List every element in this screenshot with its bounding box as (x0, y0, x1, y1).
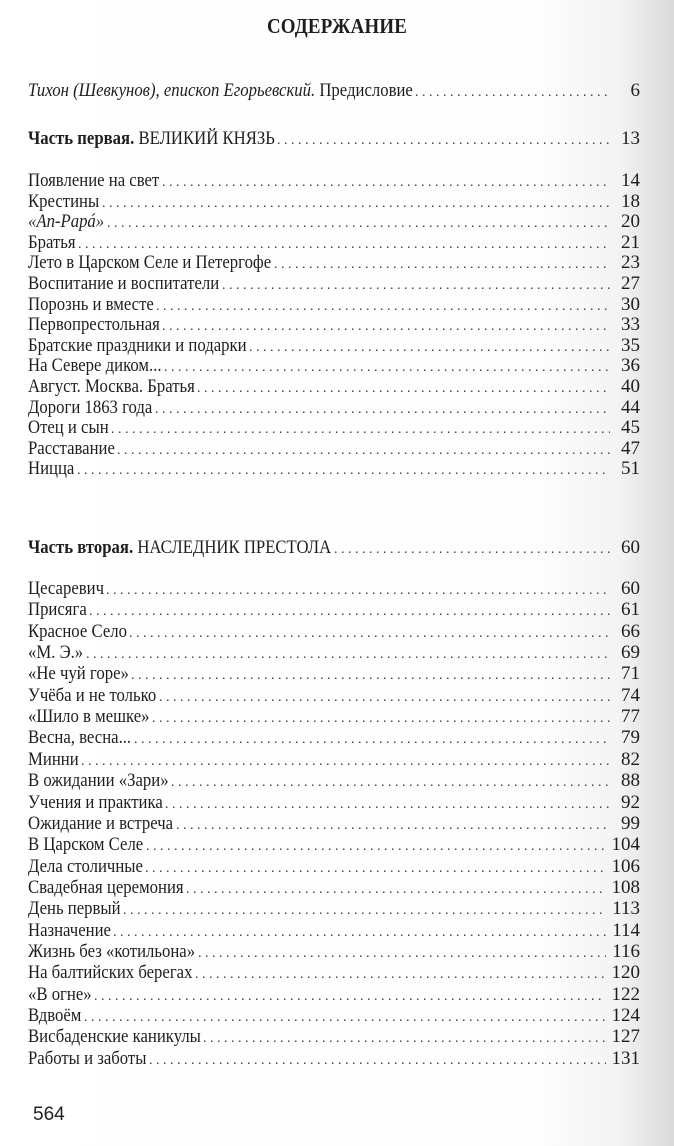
chapter-title-text: Назначение (28, 919, 111, 941)
chapter-title (28, 898, 121, 920)
chapter-title-text: Расставание (28, 437, 115, 459)
toc-chapter-row[interactable] (28, 376, 640, 398)
chapter-title-text: Работы и заботы (28, 1047, 147, 1069)
toc-chapter-row[interactable] (28, 211, 640, 233)
chapter-title (28, 663, 129, 685)
chapter-page: 69 (621, 642, 640, 664)
chapter-page: 71 (621, 663, 640, 685)
chapter-title (28, 685, 157, 707)
chapter-page: 124 (611, 1005, 640, 1026)
chapter-title (28, 599, 87, 621)
chapter-title (28, 792, 163, 814)
chapter-title (28, 578, 104, 600)
toc-chapter-row[interactable] (28, 599, 640, 621)
toc-chapter-row[interactable] (28, 685, 640, 707)
chapter-title (28, 417, 109, 439)
chapter-title (28, 642, 84, 664)
chapter-title-text: «М. Э.» (28, 642, 84, 664)
part-title: ВЕЛИКИЙ КНЯЗЬ (138, 128, 275, 149)
chapter-title (28, 727, 132, 749)
chapter-title-text: Появление на свет (28, 170, 160, 191)
page-number: 564 (33, 1104, 65, 1125)
chapter-page: 35 (621, 334, 640, 356)
toc-chapter-row[interactable] (28, 749, 640, 771)
chapter-title (28, 376, 195, 398)
chapter-title-text: Братья (28, 231, 76, 253)
toc-chapter-row[interactable] (28, 578, 640, 600)
toc-chapter-row[interactable] (28, 417, 640, 439)
chapter-page: 74 (621, 684, 640, 706)
chapter-page: 106 (611, 855, 640, 877)
part-heading-label (28, 128, 275, 150)
chapter-title (28, 294, 154, 316)
chapter-title-text: Первопрестольная (28, 314, 160, 336)
toc-chapter-row[interactable] (28, 792, 640, 814)
chapter-title-text: Вдвоём (28, 1005, 82, 1026)
chapter-title-text: Воспитание и воспитатели (28, 273, 220, 294)
chapter-page: 77 (621, 706, 640, 728)
preface-author: Тихон (Шевкунов), епископ Егорьевский. (28, 80, 316, 101)
chapter-title (28, 397, 153, 419)
chapter-title-text: Висбаденские каникулы (28, 1026, 201, 1048)
chapter-title-text: Братские праздники и подарки (28, 334, 247, 356)
chapter-title-text: Дороги 1863 года (28, 396, 153, 418)
preface-page: 6 (630, 80, 640, 101)
chapter-page: 131 (611, 1047, 640, 1069)
toc-part-heading[interactable] (28, 537, 640, 559)
toc-chapter-row[interactable] (28, 877, 640, 899)
toc-chapter-row[interactable] (28, 397, 640, 419)
part-prefix: Часть вторая. (28, 537, 134, 558)
toc-chapter-row[interactable] (28, 1048, 640, 1070)
chapter-title (28, 962, 193, 984)
chapter-page: 21 (621, 231, 640, 253)
toc-chapter-row[interactable] (28, 294, 640, 316)
chapter-title (28, 1026, 201, 1048)
toc-chapter-row[interactable] (28, 232, 640, 254)
chapter-title-text: Цесаревич (28, 578, 104, 599)
chapter-title (28, 984, 92, 1006)
leader-dots (277, 130, 610, 152)
chapter-title (28, 920, 111, 942)
toc-chapter-row[interactable] (28, 314, 640, 336)
toc-chapter-row[interactable] (28, 1005, 640, 1027)
chapter-title (28, 770, 169, 792)
toc-chapter-row[interactable] (28, 984, 640, 1006)
chapter-title (28, 621, 127, 643)
chapter-page: 127 (611, 1026, 640, 1048)
chapter-title (28, 834, 144, 856)
chapter-title-text: Отец и сын (28, 417, 109, 439)
chapter-title-text: В ожидании «Зари» (28, 770, 169, 792)
chapter-title (28, 355, 162, 377)
toc-chapter-row[interactable] (28, 621, 640, 643)
chapter-title (28, 941, 196, 963)
chapter-page: 113 (612, 898, 640, 920)
chapter-page: 45 (621, 417, 640, 439)
chapter-title (28, 458, 75, 480)
chapter-page: 116 (612, 940, 640, 962)
chapter-title-text: Весна, весна... (28, 727, 132, 749)
chapter-title-text: На балтийских берегах (28, 962, 193, 984)
chapter-page: 114 (612, 919, 640, 941)
chapter-page: 99 (621, 812, 640, 834)
chapter-title (28, 170, 160, 192)
part-page: 13 (621, 128, 640, 149)
chapter-title-text: Крестины (28, 190, 100, 212)
chapter-page: 82 (621, 748, 640, 770)
chapter-title-text: Порознь и вместе (28, 293, 154, 315)
chapter-title (28, 438, 115, 460)
part-heading-label (28, 537, 332, 559)
toc-chapter-row[interactable] (28, 834, 640, 856)
part-title: НАСЛЕДНИК ПРЕСТОЛА (137, 537, 332, 558)
chapter-title-text: На Севере диком... (28, 355, 162, 377)
chapter-title (28, 856, 143, 878)
toc-chapter-row[interactable] (28, 856, 640, 878)
toc-chapter-row[interactable] (28, 458, 640, 480)
part-prefix: Часть первая. (28, 128, 135, 149)
chapter-page: 66 (621, 620, 640, 642)
leader-dots (149, 1050, 606, 1072)
toc-chapter-row[interactable] (28, 962, 640, 984)
chapter-title-text: День первый (28, 898, 121, 920)
toc-chapter-row[interactable] (28, 663, 640, 685)
chapter-page: 108 (611, 876, 640, 898)
leader-dots (334, 539, 610, 561)
chapter-title-text: Минни (28, 748, 79, 770)
toc-chapter-row[interactable] (28, 191, 640, 213)
chapter-title (28, 877, 184, 899)
page-title: СОДЕРЖАНИЕ (266, 14, 408, 38)
toc-chapter-row[interactable] (28, 642, 640, 664)
chapter-title (28, 211, 105, 233)
toc-chapter-row[interactable] (28, 1026, 640, 1048)
chapter-page: 47 (621, 437, 640, 459)
chapter-title-text: «Ап-Рapá» (28, 211, 105, 233)
toc-chapter-row[interactable] (28, 706, 640, 728)
chapter-page: 18 (621, 190, 640, 212)
chapter-title-text: Ницца (28, 458, 75, 480)
chapter-page: 79 (621, 727, 640, 749)
chapter-title (28, 335, 247, 357)
chapter-title-text: Присяга (28, 599, 87, 621)
part-page: 60 (621, 537, 640, 558)
chapter-title-text: Август. Москва. Братья (28, 376, 195, 397)
chapter-title-text: Лето в Царском Селе и Петергофе (28, 252, 272, 274)
chapter-title (28, 252, 272, 274)
chapter-title-text: Жизнь без «котильона» (28, 940, 196, 962)
chapter-page: 27 (621, 273, 640, 294)
chapter-page: 122 (611, 983, 640, 1005)
chapter-page: 36 (621, 355, 640, 377)
chapter-title-text: «В огне» (28, 983, 92, 1005)
chapter-title (28, 813, 174, 835)
toc-chapter-row[interactable] (28, 438, 640, 460)
chapter-page: 14 (621, 170, 640, 191)
leader-dots (77, 460, 610, 482)
toc-chapter-row[interactable] (28, 252, 640, 274)
toc-chapter-row[interactable] (28, 727, 640, 749)
chapter-title-text: В Царском Селе (28, 834, 144, 856)
chapter-title-text: Красное Село (28, 620, 127, 642)
toc-part-heading[interactable] (28, 128, 640, 150)
toc-chapter-row[interactable] (28, 941, 640, 963)
preface-title: Предисловие (319, 80, 413, 101)
chapter-page: 60 (621, 578, 640, 599)
chapter-title-text: Ожидание и встреча (28, 812, 174, 834)
chapter-title (28, 1048, 147, 1070)
chapter-page: 120 (611, 962, 640, 984)
chapter-title-text: Учения и практика (28, 791, 163, 813)
chapter-title-text: Учёба и не только (28, 684, 157, 706)
chapter-page: 104 (611, 834, 640, 856)
chapter-page: 33 (621, 314, 640, 336)
chapter-title (28, 232, 76, 254)
toc-chapter-row[interactable] (28, 170, 640, 192)
chapter-title (28, 749, 79, 771)
toc-chapter-row[interactable] (28, 355, 640, 377)
chapter-title-text: Свадебная церемония (28, 876, 184, 898)
toc-chapter-row[interactable] (28, 770, 640, 792)
chapter-page: 23 (621, 252, 640, 274)
chapter-title-text: Дела столичные (28, 855, 143, 877)
toc-chapter-row[interactable] (28, 813, 640, 835)
chapter-title (28, 273, 220, 295)
chapter-page: 40 (621, 376, 640, 397)
chapter-title-text: «Шило в мешке» (28, 706, 150, 728)
chapter-page: 20 (621, 211, 640, 233)
toc-chapter-row[interactable] (28, 920, 640, 942)
chapter-page: 44 (621, 396, 640, 418)
toc-chapter-row[interactable] (28, 898, 640, 920)
chapter-title (28, 191, 100, 213)
chapter-page: 92 (621, 791, 640, 813)
chapter-title-text: «Не чуй горе» (28, 663, 129, 685)
chapter-title (28, 1005, 82, 1027)
toc-chapter-row[interactable] (28, 273, 640, 295)
chapter-page: 51 (621, 458, 640, 480)
chapter-title (28, 706, 150, 728)
chapter-page: 88 (621, 770, 640, 792)
toc-chapter-row[interactable] (28, 335, 640, 357)
chapter-title (28, 314, 160, 336)
chapter-page: 61 (621, 599, 640, 621)
chapter-page: 30 (621, 293, 640, 315)
